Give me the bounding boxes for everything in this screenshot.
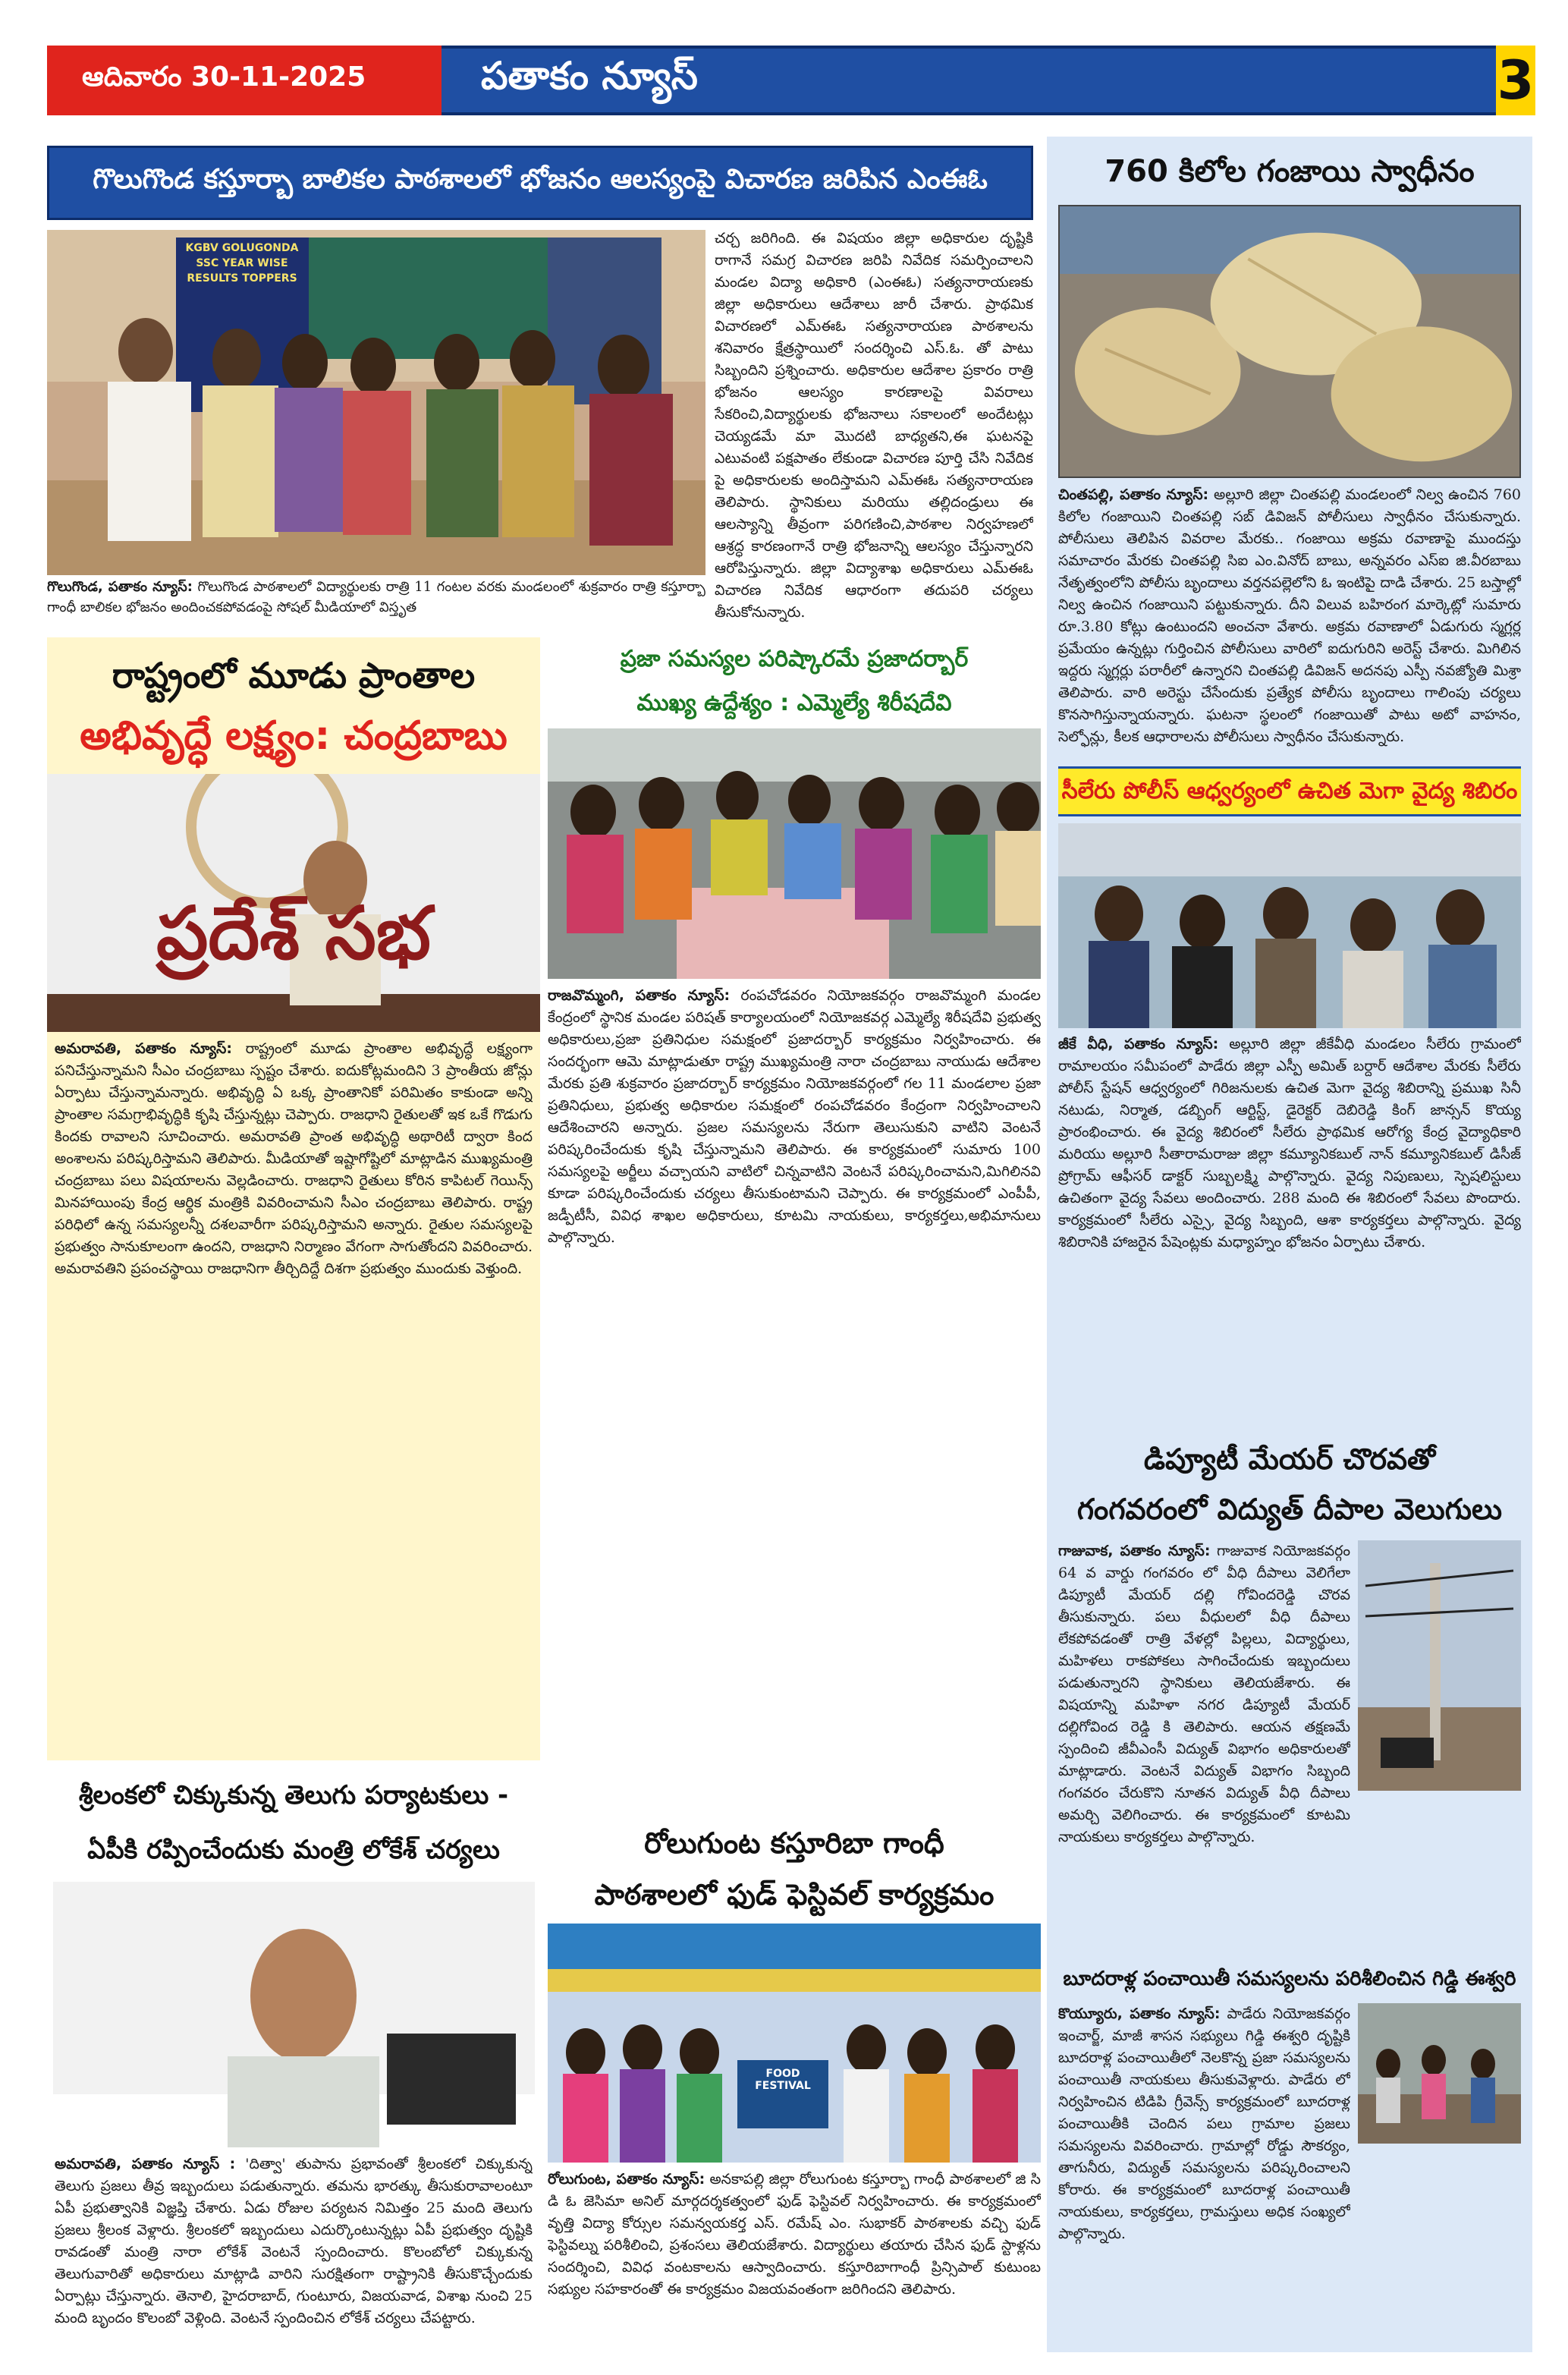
story1-headline: గొలుగొండ కస్తూర్బా బాలికల పాఠశాలలో భోజనం ఆలస్యంపై విచారణ జరిపిన ఎంఈఓ [93,164,988,195]
story6-dateline: రాజవొమ్మంగి, పతాకం న్యూస్: [548,987,731,1004]
edition-date: ఆదివారం 30-11-2025 [47,46,441,115]
story7-dateline: రోలుగుంట, పతాకం న్యూస్: [548,2171,705,2188]
story3-dateline: జీకే వీధి, పతాకం న్యూస్: [1058,1036,1219,1052]
story6-body [548,985,1041,1812]
village-visit-photo [1358,2003,1521,2144]
minister-photo [53,1882,535,2147]
story3-photo [1058,823,1521,1028]
classroom-photo [47,230,705,575]
story5-photo [53,1882,535,2147]
story9-dateline: కొయ్యూరు, పతాకం న్యూస్: [1058,2005,1221,2022]
story1-board-text: KGBV GOLUGONDA SSC YEAR WISE RESULTS TOPPERS [185,242,299,285]
story6-headline-line2: ముఖ్య ఉద్దేశ్యం : ఎమ్మెల్యే శిరీషదేవి [636,690,952,716]
story6-photo [548,728,1041,979]
story7-body [548,2169,1041,2352]
story9-body [1058,2003,1350,2345]
story1-headline-band [47,146,1033,220]
story5-body [55,2153,533,2352]
story4-body [55,1038,533,1753]
story7-photo [548,1924,1041,2163]
ganja-bundles-photo [1060,206,1519,477]
story2-headline: 760 కిలోల గంజాయి స్వాధీనం [1105,154,1475,189]
story6-text: రంపచోడవరం నియోజకవర్గం రాజవొమ్మంగి మండల కేంద్రంలో స్థానిక మండల పరిషత్ కార్యాలయంలో నియోజకవర్గ ఎమ్మెల్యే శిరీషదేవి ప్రభుత్వ అధికారులు,ప్రజా ప్రతినిధుల సమక్షంలో ప్రజాదర్బార్ కార్యక్రమం నిర్వహించారు. ఈ సందర్భంగా ఆమె మాట్లాడుతూ రాష్ట్ర ముఖ్యమంత్రి నారా చంద్రబాబు నాయుడు ఆదేశాల మేరకు ప్రతి శుక్రవారం ప్రజాదర్బార్ కార్యక్రమం నియోజకవర్గంలో గల 11 మండలాల ప్రజా ప్రతినిధులు, ప్రభుత్వ అధికారుల సమక్షంలో రంపచోడవరం కేంద్రంగా నిర్వహించాలని ఆదేశించారని అన్నారు. ప్రజల సమస్యలను నేరుగా తెలుసుకుని వాటిని వెంటనే పరిష్కరించేందుకు కృషి చేస్తున్నామని తెలిపారు. ఈ కార్యక్రమంలో సుమారు 100 సమస్యలపై అర్జీలు వచ్చాయని వాటిలో చిన్నవాటిని వెంటనే పరిష్కరించామని,మిగిలినవి కూడా పరిష్కరించేందుకు చర్యలు తీసుకుంటామని చెప్పారు. ఈ కార్యక్రమంలో ఎంపీపీ, జడ్పీటీసీ, వివిధ శాఖల అధికారులు, కూటమి నాయకులు, కార్యకర్తలు,అభిమానులు పాల్గొన్నారు. [548,987,1041,1246]
story1-caption-dateline: గొలుగొండ, పతాకం న్యూస్: [47,579,193,595]
story1-body: చర్చ జరిగింది. ఈ విషయం జిల్లా అధికారుల దృష్టికి రాగానే సమగ్ర విచారణ జరిపి నివేదిక సమర్పించాలని మండల విద్యా అధికారి (ఎంఈఓ) సత్యనారాయణకు జిల్లా అధికారులు ఆదేశాలు జారీ చేశారు. ప్రాథమిక విచారణలో ఎమ్ఈఓ సత్యనారాయణ పాఠశాలను శనివారం క్షేత్రస్థాయిలో సందర్శించి ఎస్.ఓ. తో పాటు సిబ్బందిని ప్రశ్నించారు. అధికారుల ఆదేశాల ప్రకారం రాత్రి భోజనం ఆలస్యం కారణాలపై వివరాలు సేకరించి,విద్యార్థులకు భోజనాలు సకాలంలో అందేటట్లు చెయ్యడమే మా మొదటి బాధ్యతని,ఈ ఘటనపై ఎటువంటి పక్షపాతం లేకుండా విచారణ పూర్తి చేసి నివేదిక పై అధికారులకు అందిస్తామని ఎమ్ఈఓ సత్యనారాయణ తెలిపారు. స్థానికులు మరియు తల్లిదండ్రులు ఈ ఆలస్యాన్ని తీవ్రంగా పరిగణించి,పాఠశాల నిర్వహణలో ఆశ్రద్ధ కారణంగానే రాత్రి భోజనాన్ని ఆలస్యం చేస్తున్నారని ఆరోపిస్తున్నారు. జిల్లా విద్యాశాఖ అధికారులు ఎమ్ఈఓ విచారణ నివేదిక ఆధారంగా తదుపరి చర్యలు తీసుకోనున్నారు. [715,230,1033,621]
story3-text: అల్లూరి జిల్లా జీకేవీధి మండలం సీలేరు గ్రామంలో రామాలయం సమీపంలో పాడేరు జిల్లా ఎస్పీ అమిత్ బర్దార్ ఆదేశాల మేరకు సీలేరు పోలీస్ స్టేషన్ ఆధ్వర్యంలో గిరిజనులకు ఉచిత మెగా వైద్య శిబిరాన్ని ప్రముఖ సినీ నటుడు, నిర్మాత, డబ్బింగ్ ఆర్టిస్ట్, డైరెక్టర్ దెబిరెడ్డి కింగ్ జాన్సన్ కొయ్య ప్రారంభించారు. ఈ వైద్య శిబిరంలో సీలేరు ప్రాథమిక ఆరోగ్య కేంద్ర వైద్యాధికారి మరియు అల్లూరి సీతారామరాజు జిల్లా కమ్యూనికబుల్ నాన్ కమ్యూనికబుల్ డిసీజ్ ప్రోగ్రామ్ ఆఫీసర్ డాక్టర్ సుబ్బలక్ష్మి పాల్గొన్నారు. వైద్య నిపుణులు, స్పెషలిస్టులు ఉచితంగా వైద్య సేవలు అందించారు. 288 మంది ఈ శిబిరంలో సేవలు పొందారు. కార్యక్రమంలో సీలేరు ఎస్సై, వైద్య సిబ్బంది, ఆశా కార్యకర్తలు పాల్గొన్నారు. వైద్య శిబిరానికి హాజరైన పేషెంట్లకు మధ్యాహ్నం భోజనం ఏర్పాటు చేశారు. [1058,1036,1521,1250]
story7-banner-text: FOOD FESTIVAL [755,2068,811,2092]
story7-headline-line2: పాఠశాలలో ఫుడ్ ఫెస్టివల్ కార్యక్రమం [594,1878,995,1911]
story5-dateline: అమరావతి, పతాకం న్యూస్ : [55,2156,236,2172]
story4-headline-line2: అభివృద్ధే లక్ష్యం: చంద్రబాబు [80,713,507,759]
story1-caption [47,577,705,621]
medical-camp-photo [1058,823,1521,1028]
newspaper-title: పతాకం న్యూస్ [481,53,698,98]
story4-text: రాష్ట్రంలో మూడు ప్రాంతాల అభివృద్ధే లక్ష్యంగా పనిచేస్తున్నామని సీఎం చంద్రబాబు స్పష్టం చేశారు. ఐదుకోట్లమందిని 3 ప్రాంతీయ జోన్లు ఏర్పాటు చేస్తున్నామన్నారు. అభివృద్ధి ఏ ఒక్క ప్రాంతానికో పరిమితం కాకుండా అన్ని ప్రాంతాల సమగ్రాభివృద్ధికి కృషి చేస్తున్నట్లు చెప్పారు. రాజధాని రైతులతో ఇక ఒకే గొడుగు కిందకు రావాలని సూచించారు. అమరావతి ప్రాంత అభివృద్ధి అథారిటీ ద్వారా కింద అంశాలను పరిష్కరిస్తామని తెలిపారు. మీడియాతో ఇష్టాగోష్టిలో మాట్లాడిన ముఖ్యమంత్రి చంద్రబాబు పలు విషయాలను వెల్లడించారు. రాజధాని రైతులు కోరిన కాపిటల్ గెయిన్స్ మినహాయింపు కేంద్ర ఆర్థిక మంత్రికి వివరించామని సీఎం చంద్రబాబు తెలిపారు. రాష్ట్ర పరిధిలో ఉన్న సమస్యలన్నీ దశలవారీగా పరిష్కరిస్తామని అన్నారు. రైతుల సమస్యలపై ప్రభుత్వం సానుకూలంగా ఉందని, రాజధాని నిర్మాణం వేగంగా సాగుతోందని వివరించారు. అమరావతిని ప్రపంచస్థాయి రాజధానిగా తీర్చిదిద్దే దిశగా ప్రభుత్వం ముందుకు వెళ్తుంది. [55,1040,533,1277]
page-number: 3 [1496,46,1535,115]
story9-headline: బూదరాళ్ల పంచాయితీ సమస్యలను పరిశీలించిన గిడ్డి ఈశ్వరి [1063,1968,1516,1990]
story2-body [1058,484,1521,772]
praja-darbar-photo [548,728,1041,979]
story9-text: పాడేరు నియోజకవర్గం ఇంచార్జ్, మాజీ శాసన సభ్యులు గిడ్డి ఈశ్వరి దృష్టికి బూదరాళ్ల పంచాయితీలో నెలకొన్న ప్రజా సమస్యలను పంచాయితీ నాయకులు తీసుకువెళ్లారు. పాడేరు లో నిర్వహించిన టిడిపి గ్రీవెన్స్ కార్యక్రమంలో బూదరాళ్ల పంచాయితీకి చెందిన పలు గ్రామాల ప్రజలు సమస్యలను వివరించారు. గ్రామాల్లో రోడ్డు సౌకర్యం, తాగునీరు, విద్యుత్ సమస్యలను పరిష్కరించాలని కోరారు. ఈ కార్యక్రమంలో బూదరాళ్ల పంచాయితీ నాయకులు, కార్యకర్తలు, గ్రామస్తులు అధిక సంఖ్యలో పాల్గొన్నారు. [1058,2005,1350,2242]
story3-body [1058,1033,1521,1428]
story1-photo [47,230,705,575]
story5-text: 'దిత్వా' తుపాను ప్రభావంతో శ్రీలంకలో చిక్కుకున్న తెలుగు ప్రజలు తీవ్ర ఇబ్బందులు పడుతున్నారు. తమను భారత్కు తీసుకురావాలంటూ ఏపీ ప్రభుత్వానికి విజ్ఞప్తి చేశారు. ఏడు రోజుల పర్యటన నిమిత్తం 25 మంది తెలుగు ప్రజలు శ్రీలంక వెళ్లారు. శ్రీలంకలో ఇబ్బందులు ఎదుర్కొంటున్నట్లు ఏపీ ప్రభుత్వం దృష్టికి రావడంతో మంత్రి నారా లోకేశ్ వెంటనే స్పందించారు. కొలంబోలో చిక్కుకున్న తెలుగువారితో అధికారులు మాట్లాడి వారిని సురక్షితంగా రాష్ట్రానికి తీసుకొచ్చేందుకు ఏర్పాట్లు చేస్తున్నారు. తెనాలి, హైదరాబాద్, గుంటూరు, విజయవాడ, విశాఖ నుంచి 25 మంది బృందం కొలంబో వెళ్లింది. వెంటనే స్పందించిన లోకేశ్ చర్యలు చేపట్టారు. [55,2156,533,2326]
story7-text: అనకాపల్లి జిల్లా రోలుగుంట కస్తూర్బా గాంధీ పాఠశాలలో జి సి డి ఓ జెసిమా అనిల్ మార్గదర్శకత్వంలో ఫుడ్ ఫెస్టివల్ నిర్వహించారు. ఈ కార్యక్రమంలో వృత్తి విద్యా కోర్సుల సమన్వయకర్త ఎస్. రమేష్ ఎం. సుభాకర్ పాఠశాలకు వచ్చి ఫుడ్ ఫెస్టివల్ను పరిశీలించి, ప్రశంసలు తెలియజేశారు. విద్యార్థులు తయారు చేసిన ఫుడ్ స్టాళ్లను సందర్శించి, వివిధ వంటకాలను ఆస్వాదించారు. కస్తూరిబాగాంధీ ప్రిన్సిపాల్ కుటుంబ సభ్యుల సహకారంతో ఈ కార్యక్రమం విజయవంతంగా జరిగిందని తెలిపారు. [548,2171,1041,2298]
story4-backdrop-text: ప్రదేశ్ సభ [156,891,431,976]
story4-photo [47,774,540,1032]
story9-photo [1358,2003,1521,2144]
story2-photo [1058,205,1521,478]
story2-dateline: చింతపల్లి, పతాకం న్యూస్: [1058,486,1209,503]
story1-caption-text: గొలుగొండ పాఠశాలలో విద్యార్థులకు రాత్రి 11 గంటల వరకు మండలంలో శుక్రవారం రాత్రి కస్తూర్బా గాంధీ బాలికల భోజనం అందించకపోవడంపై సోషల్ మీడియాలో విస్తృత [47,579,705,615]
story4-dateline: అమరావతి, పతాకం న్యూస్: [55,1040,232,1057]
story5-headline-line2: ఏపీకి రప్పించేందుకు మంత్రి లోకేశ్ చర్యలు [87,1835,500,1865]
story6-headline-line1: ప్రజా సమస్యల పరిష్కారమే ప్రజాదర్బార్ [620,646,969,672]
story8-headline-line2: గంగవరంలో విద్యుత్ దీపాల వెలుగులు [1076,1493,1503,1526]
story8-photo [1358,1540,1521,1791]
story8-text: గాజువాక నియోజకవర్గం 64 వ వార్డు గంగవరం లో వీధి దీపాలు వెలిగేలా డిప్యూటీ మేయర్ దల్లి గోవిందరెడ్డి చొరవ తీసుకున్నారు. పలు వీధులలో వీధి దీపాలు లేకపోవడంతో రాత్రి వేళల్లో పిల్లలు, విద్యార్థులు, మహిళలు రాకపోకలు సాగించేందుకు ఇబ్బందులు పడుతున్నారని స్థానికులు తెలియజేశారు. ఈ విషయాన్ని మహిళా నగర డిప్యూటీ మేయర్ దల్లిగోవింద రెడ్డి కి తెలిపారు. ఆయన తక్షణమే స్పందించి జీవీఎంసీ విద్యుత్ విభాగం అధికారులతో మాట్లాడారు. వెంటనే విద్యుత్ విభాగం సిబ్బంది గంగవరం చేరుకొని నూతన విద్యుత్ వీధి దీపాలు అమర్చి వెలిగించారు. ఈ కార్యక్రమంలో కూటమి నాయకులు కార్యకర్తలు పాల్గొన్నారు. [1058,1543,1350,1845]
story5-headline-line1: శ్రీలంకలో చిక్కుకున్న తెలుగు పర్యాటకులు - [78,1780,509,1810]
story2-text: అల్లూరి జిల్లా చింతపల్లి మండలంలో నిల్వ ఉంచిన 760 కిలోల గంజాయిని చింతపల్లి సబ్ డివిజన్ పోలీసులు స్వాధీనం చేసుకున్నారు. పోలీసులు తెలిపిన వివరాల మేరకు.. గంజాయి అక్రమ రవాణాపై ముందస్తు సమాచారం మేరకు చింతపల్లి సిఐ ఎం.వినోద్ బాబు, అన్నవరం ఎస్ఐ జి.వీరబాబు నేతృత్వంలోని పోలీసు బృందాలు వర్తనపల్లెలోని ఓ ఇంటిపై దాడి చేశారు. 25 బస్తాల్లో నిల్వ ఉంచిన గంజాయిని పట్టుకున్నారు. దీని విలువ బహిరంగ మార్కెట్లో సుమారు రూ.3.80 కోట్లు ఉంటుందని అంచనా వేశారు. అక్రమ రవాణాలో ఏడుగురు స్మగ్లర్ల ప్రమేయం ఉన్నట్లు గుర్తించిన పోలీసులు వారిలో ఐదుగురిని అరెస్ట్ చేశారు. మిగిలిన ఇద్దరు స్మగ్లర్లు పరారీలో ఉన్నారని చింతపల్లి డివిజన్ అదనపు ఎస్పీ నవజ్యోతి మిశ్రా తెలిపారు. వారి అరెస్టు చేసేందుకు ప్రత్యేక పోలీసు బృందాలు గాలింపు చర్యలు కొనసాగిస్తున్నాయన్నారు. ఘటనా స్థలంలో గంజాయితో పాటు అటో వాహనం, సెల్ఫోన్లు, కీలక ఆధారాలను పోలీసులు స్వాధీనం చేసుకున్నారు. [1058,486,1521,745]
story4-headline-line1: రాష్ట్రంలో మూడు ప్రాంతాల [112,655,476,696]
story7-headline-line1: రోలుగుంట కస్తూరిబా గాంధీ [644,1826,944,1860]
story8-body [1058,1540,1350,1950]
story8-headline-line1: డిప్యూటీ మేయర్ చొరవతో [1143,1442,1436,1476]
story3-headline: సీలేరు పోలీస్ ఆధ్వర్యంలో ఉచిత మెగా వైద్య శిబిరం [1061,778,1518,804]
street-light-photo [1358,1540,1521,1791]
story8-dateline: గాజువాక, పతాకం న్యూస్: [1058,1543,1211,1559]
food-festival-photo [548,1924,1041,2163]
